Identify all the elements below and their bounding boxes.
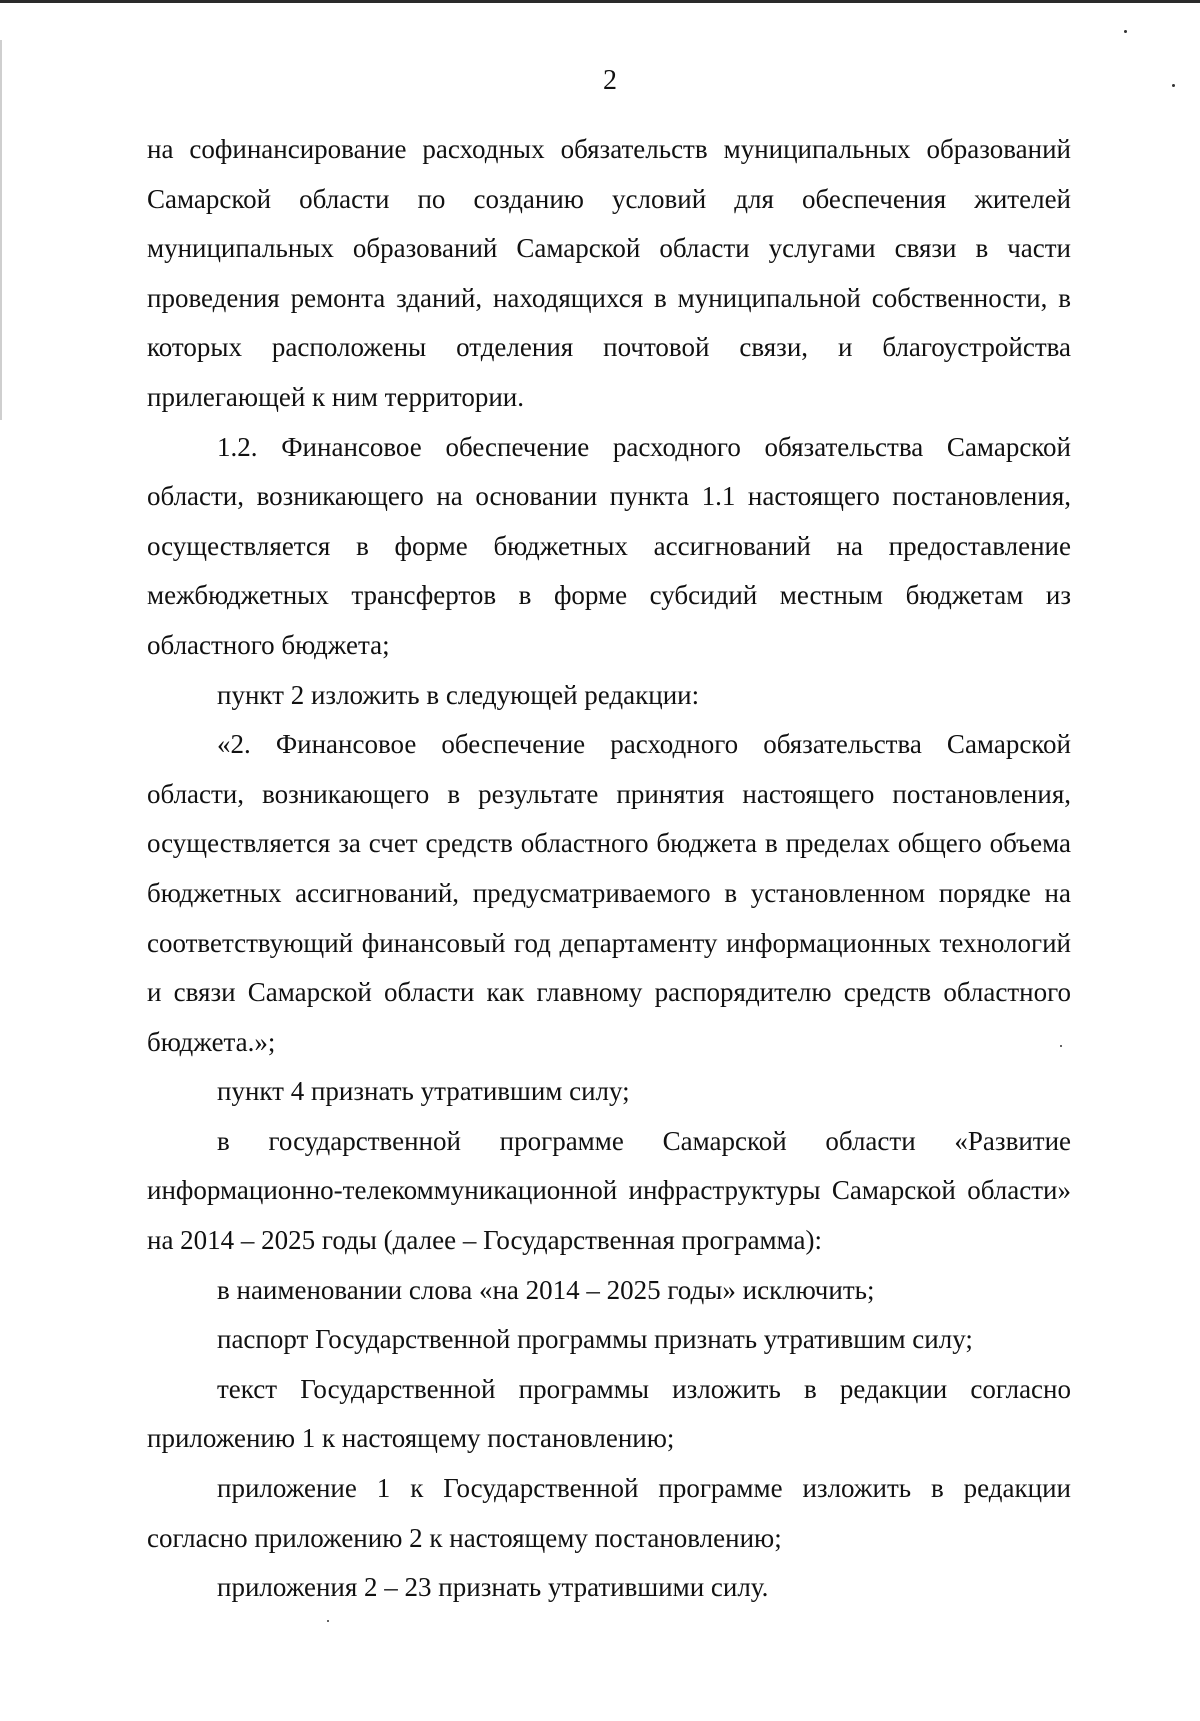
paragraph-annex-1: приложение 1 к Государственной программе изложить в редакции согласно приложению 2 к настоящему постановлению; (147, 1473, 1071, 1553)
paragraph-passport-void: паспорт Государственной программы признать утратившим силу; (217, 1324, 973, 1355)
document-body (147, 125, 1071, 1613)
scan-speck (327, 1620, 329, 1622)
scan-top-edge (0, 0, 1200, 3)
paragraph-point-4-void: пункт 4 признать утратившим силу; (217, 1076, 630, 1107)
paragraph-state-program: в государственной программе Самарской области «Развитие информационно-телекоммуникационной инфраструктуры Самарской области» на 2014 – 2025 годы (далее – Государственная программа): (147, 1125, 1071, 1256)
paragraph-point-2-text: «2. Финансовое обеспечение расходного обязательства Самарской области, возникающего в результате принятия настоящего постановления, осуществляется за счет средств областного бюджета в пределах общего объема бюджетных ассигнований, предусматриваемого в установленном порядке на соответствующий финансовый год департаменту информационных технологий и связи Самарской области как главному распорядителю средств областного бюджета.»; (147, 729, 1071, 1057)
paragraph-title-change: в наименовании слова «на 2014 – 2025 годы» исключить; (217, 1274, 875, 1305)
paragraph-annexes-void: приложения 2 – 23 признать утратившими силу. (217, 1572, 769, 1603)
page-number: 2 (603, 65, 617, 96)
paragraph-program-text: текст Государственной программы изложить в редакции согласно приложению 1 к настоящему постановлению; (147, 1373, 1071, 1454)
paragraph-cofinancing: на софинансирование расходных обязательств муниципальных образований Самарской области по созданию условий для обеспечения жителей муниципальных образований Самарской области услугами связи в части проведения ремонта зданий, находящихся в муниципальной собственности, в которых расположены отделения почтовой связи, и благоустройства прилегающей к ним территории. (147, 134, 1071, 412)
scan-speck (1124, 30, 1127, 33)
paragraph-1-2-financing: 1.2. Финансовое обеспечение расходного обязательства Самарской области, возникающего на основании пункта 1.1 настоящего постановления, осуществляется в форме бюджетных ассигнований на предоставление межбюджетных трансфертов в форме субсидий местным бюджетам из областного бюджета; (147, 431, 1071, 660)
paragraph-point-2-amend: пункт 2 изложить в следующей редакции: (217, 679, 700, 710)
